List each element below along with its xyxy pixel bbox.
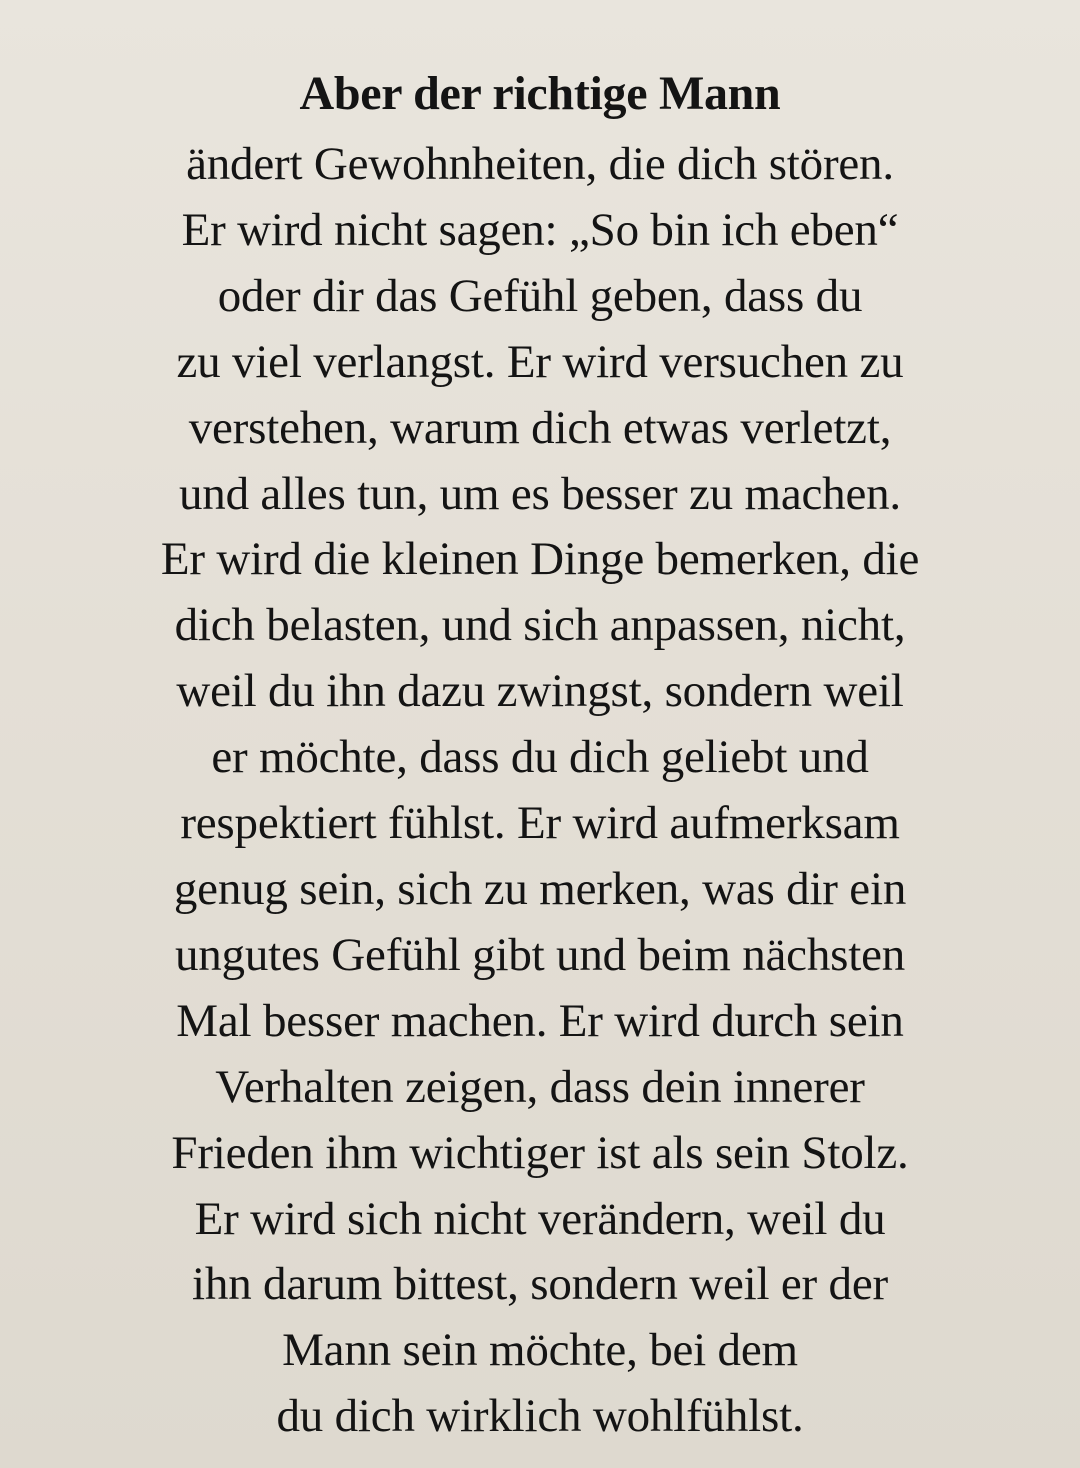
text-line: Er wird sich nicht verändern, weil du: [194, 1192, 886, 1245]
text-line: verstehen, warum dich etwas verletzt,: [188, 401, 892, 454]
text-line: weil du ihn dazu zwingst, sondern weil: [176, 665, 904, 718]
text-line: dich belasten, und sich anpassen, nicht,: [174, 599, 906, 652]
text-line: und alles tun, um es besser zu machen.: [178, 467, 901, 520]
text-line: ungutes Gefühl gibt und beim nächsten: [174, 928, 906, 981]
text-line: Er wird die kleinen Dinge bemerken, die: [160, 533, 920, 586]
text-line: respektiert fühlst. Er wird aufmerksam: [180, 797, 900, 850]
text-line: Verhalten zeigen, dass dein innerer: [215, 1060, 865, 1113]
text-line: Frieden ihm wichtiger ist als sein Stolz.: [171, 1126, 909, 1179]
text-line: ändert Gewohnheiten, die dich stören.: [186, 138, 894, 190]
text-line: oder dir das Gefühl geben, dass du: [217, 269, 863, 322]
text-line: du dich wirklich wohlfühlst.: [276, 1390, 804, 1443]
text-line: Mann sein möchte, bei dem: [282, 1324, 798, 1377]
body-text: [0, 132, 1080, 1450]
text-line: Mal besser machen. Er wird durch sein: [176, 994, 904, 1047]
page-title: Aber der richtige Mann: [299, 67, 781, 120]
text-line: Er wird nicht sagen: „So bin ich eben“: [181, 203, 899, 256]
text-line: ihn darum bittest, sondern weil er der: [192, 1258, 888, 1311]
text-line: er möchte, dass du dich geliebt und: [211, 731, 869, 784]
text-line: zu viel verlangst. Er wird versuchen zu: [176, 335, 904, 388]
text-line: genug sein, sich zu merken, was dir ein: [173, 862, 907, 915]
